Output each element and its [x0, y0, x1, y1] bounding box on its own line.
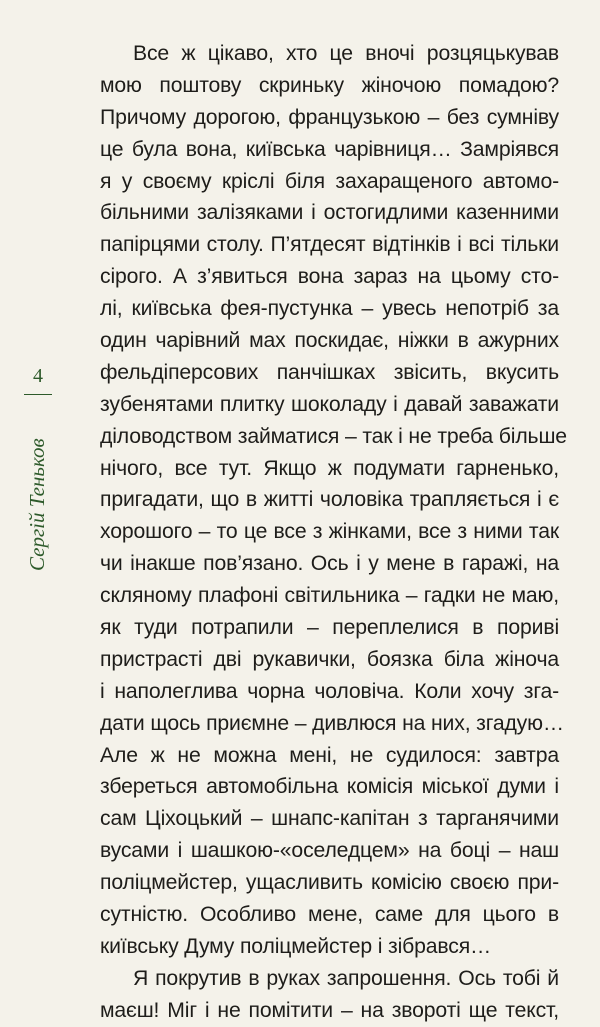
text-line: пристрасті дві рукавички, боязка біла жіноча [100, 647, 559, 671]
text-line: пригадати, що в житті чоловіка трапляється і є [100, 488, 559, 512]
margin-running-head [18, 360, 58, 580]
text-line: Але ж не можна мені, не судилося: завтра [100, 743, 559, 767]
text-line: я у своєму кріслі біля захаращеного автомо- [100, 169, 559, 193]
text-line: сірого. А з’явиться вона зараз на цьому сто- [100, 265, 559, 289]
text-line: сутністю. Особливо мене, саме для цього в [100, 903, 559, 927]
margin-divider [24, 394, 52, 395]
text-line: дати щось приємне – дивлюся на них, згадую… [100, 711, 564, 735]
text-line: нічого, все тут. Якщо ж подумати гарненько, [100, 456, 559, 480]
text-line: мою поштову скриньку жіночою помадою? [100, 73, 559, 97]
text-line: і наполеглива чорна чоловіча. Коли хочу зга- [100, 679, 559, 703]
text-line: поліцмейстер, ущасливить комісію своєю при- [100, 871, 559, 895]
text-line: маєш! Міг і не помітити – на звороті ще текст, [100, 998, 559, 1022]
text-line: київську Думу поліцмейстер і зібрався… [100, 934, 492, 958]
text-line: більними залізяками і остогидлими казенними [100, 201, 559, 225]
page-number: 4 [33, 365, 43, 387]
text-line: Я покрутив в руках запрошення. Ось тобі й [133, 966, 559, 990]
text-line: це була вона, київська чарівниця… Замріявся [100, 137, 559, 161]
text-line: діловодством займатися – так і не треба більше [100, 424, 567, 448]
text-line: скляному плафоні світильника – гадки не маю, [100, 584, 559, 608]
text-line: зубенятами плитку шоколаду і давай заважати [100, 392, 559, 416]
text-line: вусами і шашкою-«оселедцем» на боці – наш [100, 839, 559, 863]
author-name: Сергій Теньков [25, 438, 49, 571]
text-line: Причому дорогою, французькою – без сумніву [100, 105, 559, 129]
text-line: хорошого – то це все з жінками, все з ними так [100, 520, 559, 544]
text-line: Все ж цікаво, хто це вночі розцяцькував [133, 42, 559, 65]
text-line: сам Ціхоцький – шнапс-капітан з тарганячими [100, 807, 559, 831]
text-line: папірцями столу. П’ятдесят відтінків і всі тільки [100, 233, 559, 257]
text-line: чи інакше пов’язано. Ось і у мене в гаражі, на [100, 552, 559, 576]
body-text [100, 38, 567, 1027]
text-line: збереться автомобільна комісія міської думи і [100, 775, 559, 799]
text-line: як туди потрапили – переплелися в пориві [100, 616, 559, 640]
text-line: фельдіперсових панчішках звісить, вкусить [100, 360, 559, 384]
text-line: лі, київська фея-пустунка – увесь непотріб за [100, 297, 559, 321]
text-line: один чарівний мах поскидає, ніжки в ажурних [100, 329, 559, 353]
